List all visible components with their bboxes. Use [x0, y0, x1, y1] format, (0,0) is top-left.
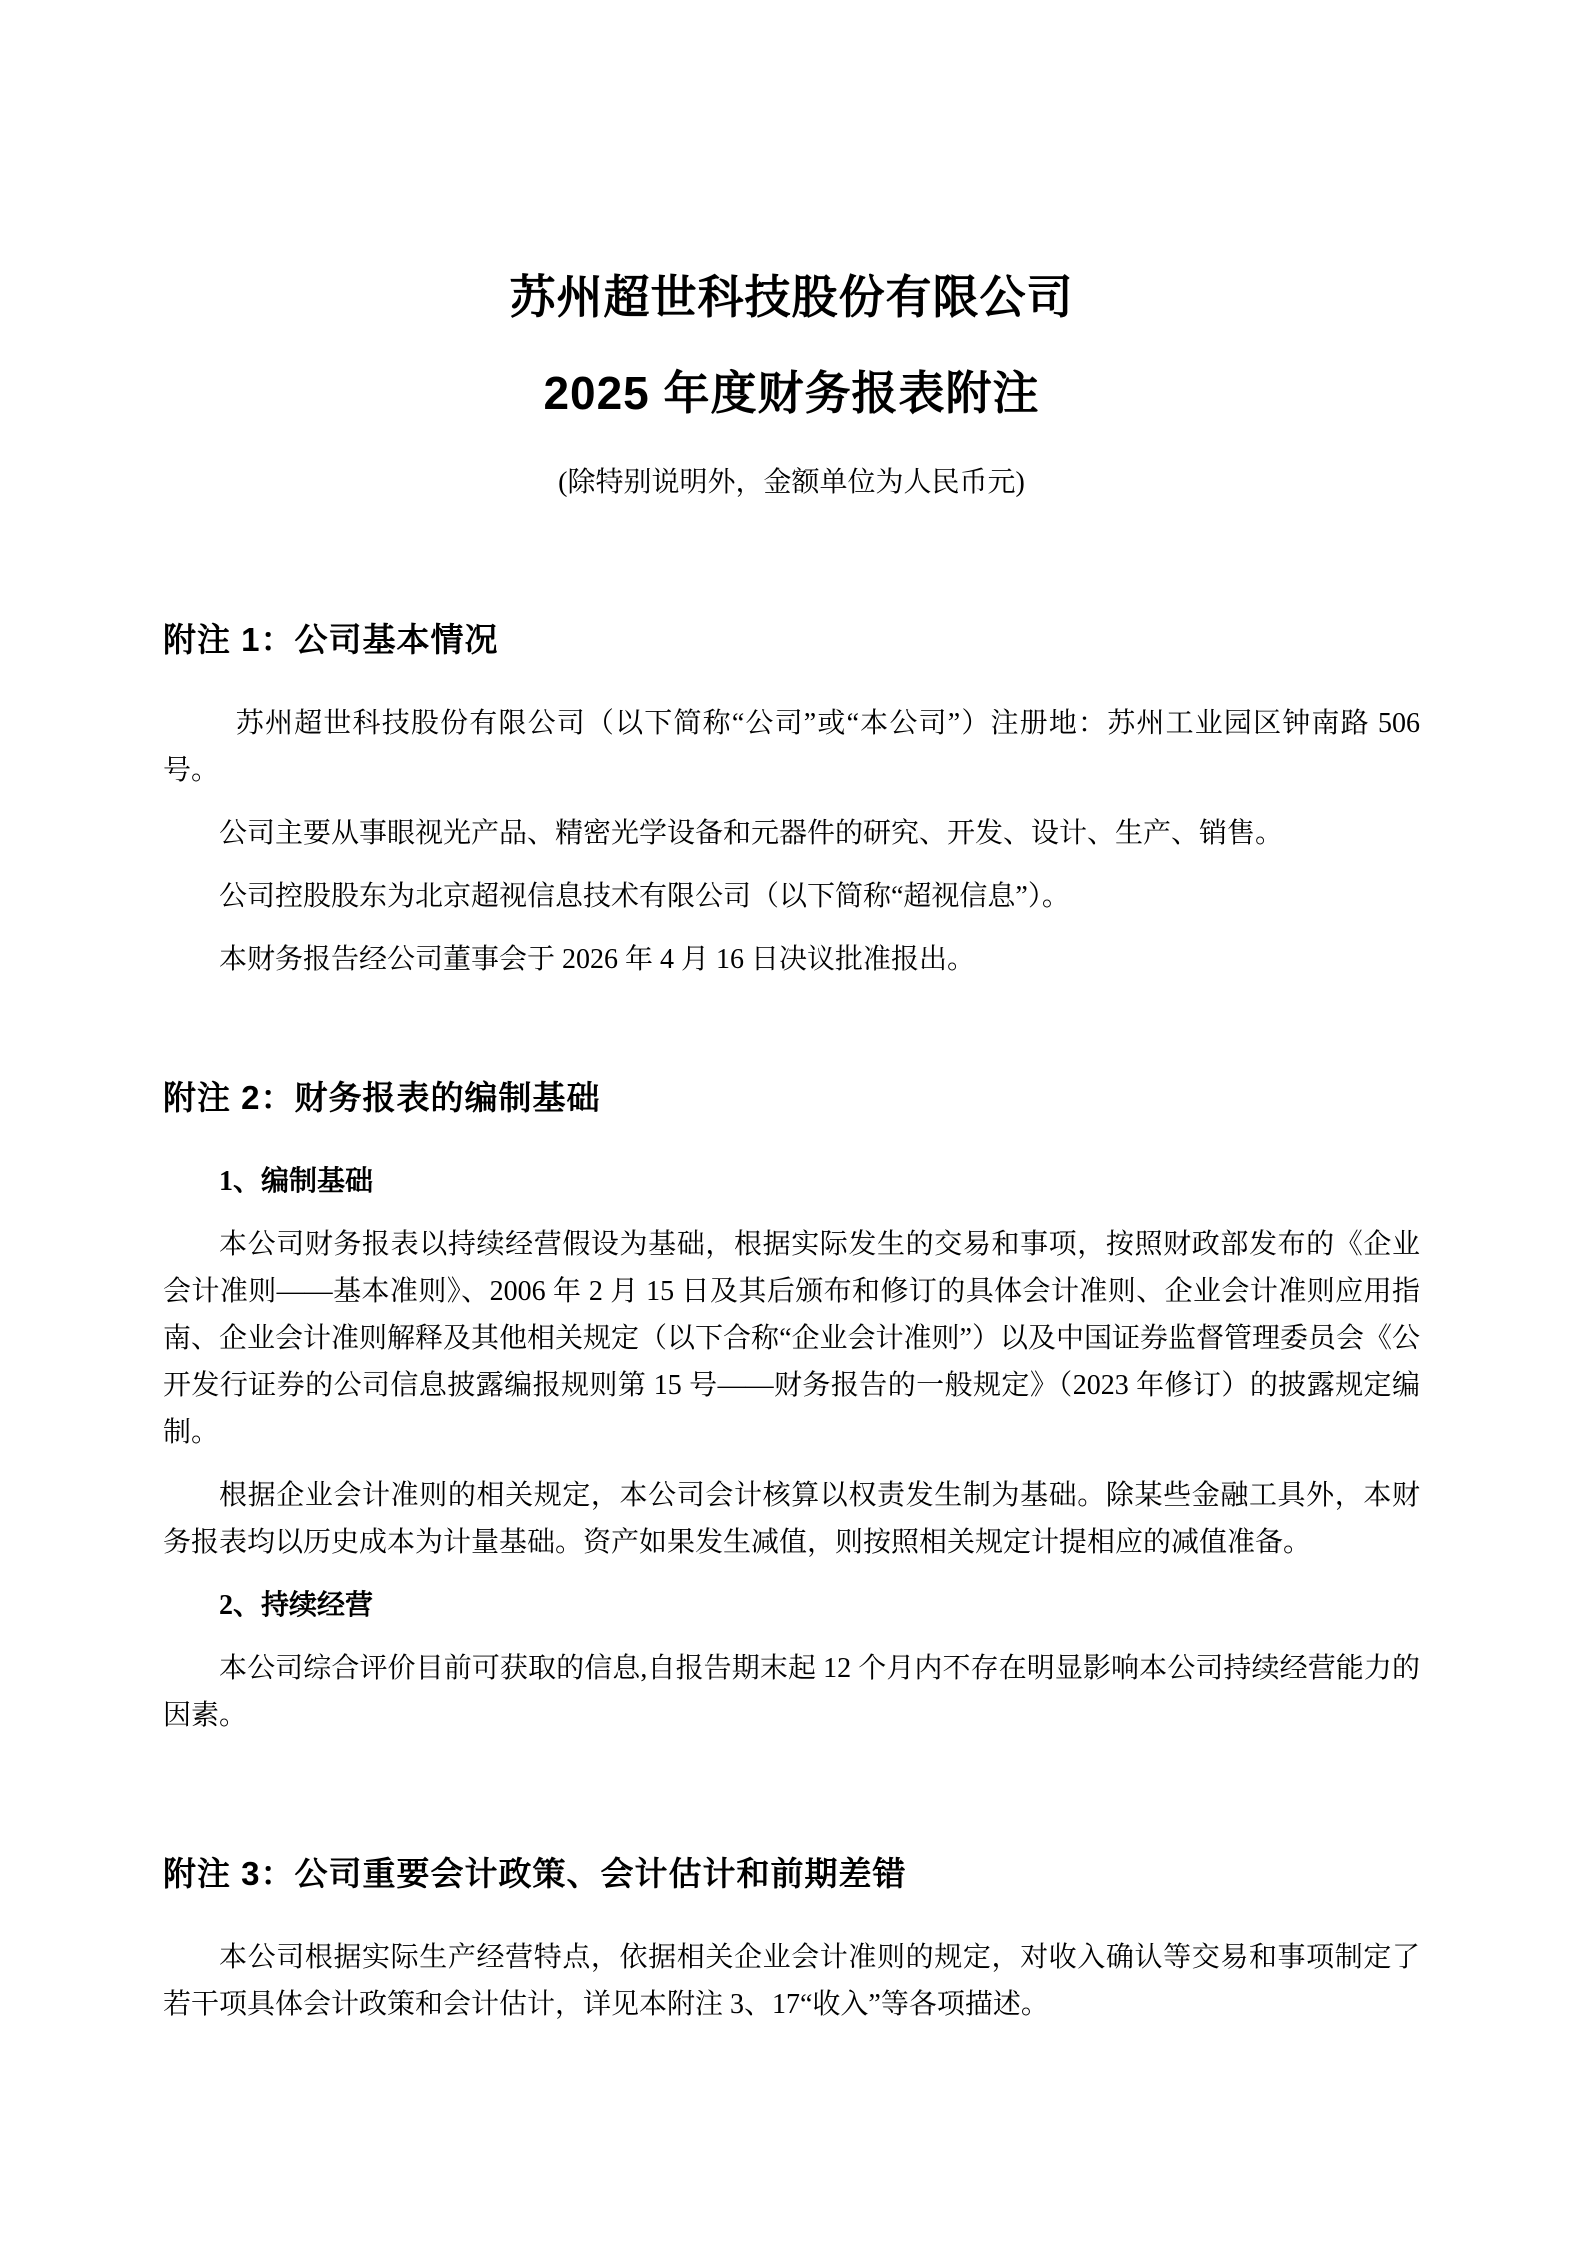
currency-unit-note: (除特别说明外，金额单位为人民币元)	[558, 467, 1025, 498]
document-subtitle: 2025 年度财务报表附注	[543, 367, 1040, 419]
note1-paragraph-report-approval: 本财务报告经公司董事会于 2026 年 4 月 16 日决议批准报出。	[219, 944, 976, 975]
note1-paragraph-company-registration: 苏州超世科技股份有限公司（以下简称“公司”或“本公司”）注册地：苏州工业园区钟南路 506 号。	[163, 708, 1420, 786]
note2-paragraph-preparation-basis: 本公司财务报表以持续经营假设为基础，根据实际发生的交易和事项，按照财政部发布的《企业会计准则——基本准则》、2006 年 2 月 15 日及其后颁布和修订的具体会计准则、企业会计准则应用指南、企业会计准则解释及其他相关规定（以下合称“企业会计准则”）以及中国证券监督管理委员会《公开发行证券的公司信息披露编报规则第 15 号——财务报告的一般规定》（2023 年修订）的披露规定编制。	[163, 1229, 1420, 1448]
note3-heading: 附注 3：公司重要会计政策、会计估计和前期差错	[163, 1855, 907, 1892]
note2-heading: 附注 2：财务报表的编制基础	[163, 1079, 601, 1116]
note1-paragraph-main-business: 公司主要从事眼视光产品、精密光学设备和元器件的研究、开发、设计、生产、销售。	[219, 818, 1284, 849]
note3-paragraph-accounting-policies: 本公司根据实际生产经营特点，依据相关企业会计准则的规定，对收入确认等交易和事项制定了若干项具体会计政策和会计估计，详见本附注 3、17“收入”等各项描述。	[163, 1942, 1420, 2020]
note2-subheading-preparation-basis: 1、编制基础	[219, 1166, 374, 1197]
note2-paragraph-accrual-basis: 根据企业会计准则的相关规定，本公司会计核算以权责发生制为基础。除某些金融工具外，本财务报表均以历史成本为计量基础。资产如果发生减值，则按照相关规定计提相应的减值准备。	[163, 1480, 1420, 1558]
note2-paragraph-going-concern: 本公司综合评价目前可获取的信息,自报告期末起 12 个月内不存在明显影响本公司持续经营能力的因素。	[163, 1653, 1420, 1731]
document-title: 苏州超世科技股份有限公司	[509, 271, 1074, 323]
note1-heading: 附注 1：公司基本情况	[163, 621, 499, 658]
note2-subheading-going-concern: 2、持续经营	[219, 1590, 374, 1621]
note1-paragraph-controlling-shareholder: 公司控股股东为北京超视信息技术有限公司（以下简称“超视信息”）。	[219, 881, 1070, 912]
